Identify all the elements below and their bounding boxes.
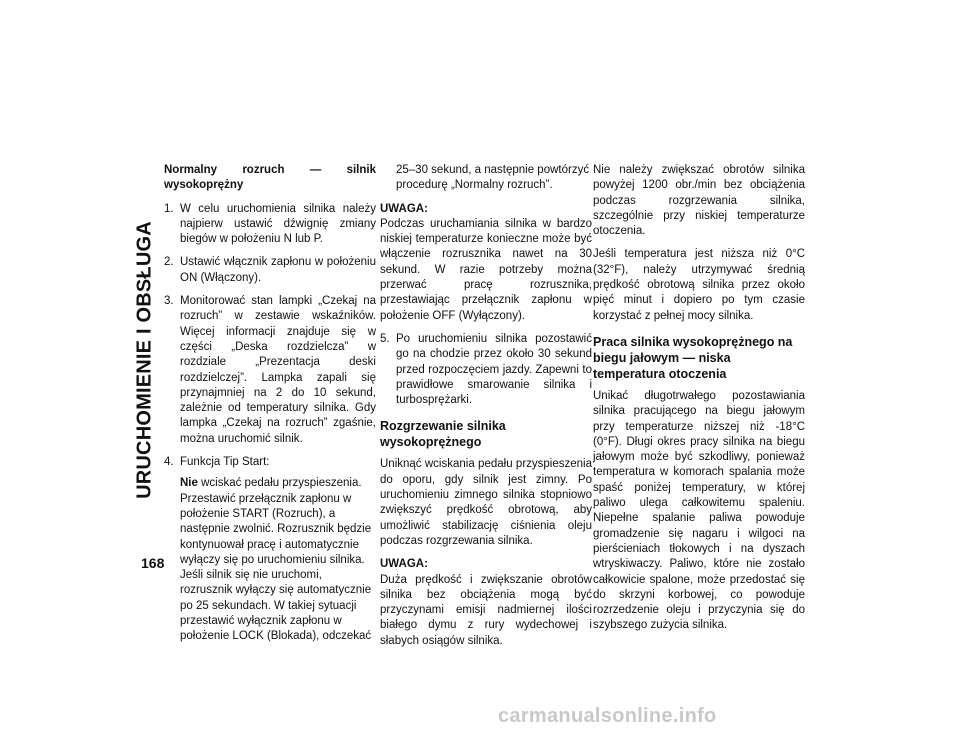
column-1 (164, 163, 376, 645)
note-label: UWAGA: (380, 202, 428, 215)
column-3 (593, 163, 805, 642)
tip-start-description: Nie wciskać pedału przyspieszenia. Przestawić przełącznik zapłonu w położenie START (Rozruch), a następnie zwolnić. Rozrusznik będzie kontynuował pracę i automatycznie wyłączy się po uruchomieniu silnika. Jeśli silnik się nie uruchomi, rozrusznik wyłączy się automatycznie po 25 sekundach. W takiej sytuacji przestawić wyłącznik zapłonu w położenie LOCK (Blokada), odczekać (180, 477, 372, 643)
list-item: 1. W celu uruchomienia silnika należy najpierw ustawić dźwignię zmiany biegów w położeniu N lub P. (164, 202, 376, 246)
section-heading-idle: Praca silnika wysokoprężnego na biegu jałowym — niska temperatura otoczenia (593, 334, 793, 381)
step-4-continuation: 25–30 sekund, a następnie powtórzyć procedurę „Normalny rozruch”. (396, 164, 590, 192)
idle-text: Unikać długotrwałego pozostawiania silnika pracującego na biegu jałowym przy temperaturze niższej niż -18°C (0°F). Długi okres pracy silnika na biegu jałowym może być szkodliwy, ponieważ temperatura w komorach spalania może spaść poniżej temperatury, w której paliwo ulega całkowitemu spaleniu. Niepełne spalanie paliwa powoduje gromadzenie się nagaru i wilgoci na pierścieniach tłokowych i na dyszach wtryskiwaczy. Paliwo, które nie zostało całkowicie spalone, może przedostać się do skrzyni korbowej, co powoduje rozrzedzenie oleju i przyczynia się do szybszego zużycia silnika. (593, 389, 805, 632)
chapter-title: URUCHOMIENIE I OBSŁUGA (133, 221, 156, 499)
page-number: 168 (141, 555, 165, 571)
list-item: 4. Funkcja Tip Start: (164, 456, 270, 469)
chapter-side-tab (135, 160, 155, 560)
section-heading-normal-start: Normalny rozruch — silnik wysokoprężny (164, 164, 376, 192)
column-2 (380, 163, 592, 657)
rpm-warning-text: Nie należy zwiększać obrotów silnika powyżej 1200 obr./min bez obciążenia podczas rozgrzewania silnika, szczególnie przy niskiej temperaturze otoczenia. (593, 164, 805, 238)
warmup-text: Uniknąć wciskania pedału przyspieszenia do oporu, gdy silnik jest zimny. Po uruchomieniu zimnego silnika stopniowo zwiększyć prędkość obrotową, aby umożliwić stabilizację ciśnienia oleju podczas rozgrzewania silnika. (380, 458, 592, 547)
list-item: 2. Ustawić włącznik zapłonu w położeniu ON (Włączony). (164, 256, 376, 284)
note-text: Podczas uruchamiania silnika w bardzo niskiej temperaturze konieczne może być włączenie rozrusznika nawet na 30 sekund. W razie potrzeby można przerwać pracę rozrusznika, przestawiając przełącznik zapłonu w położenie OFF (Wyłączony). (380, 217, 592, 322)
note-label: UWAGA: (380, 558, 428, 571)
watermark-footer: carmanualsonline.info (498, 705, 717, 727)
list-item: 5. Po uruchomieniu silnika pozostawić go na chodzie przez około 30 sekund przed rozpoczęciem jazdy. Zapewni to prawidłowe smarowanie silnika i turbosprężarki. (380, 332, 592, 407)
start-steps-list (164, 202, 376, 471)
cold-temperature-text: Jeśli temperatura jest niższa niż 0°C (32°F), należy utrzymywać średnią prędkość obrotową silnika przez około pięć minut i dopiero po tym czasie korzystać z pełnej mocy silnika. (593, 248, 805, 322)
note-text: Duża prędkość i zwiększanie obrotów silnika bez obciążenia mogą być przyczynami emisji nadmiernej ilości białego dymu z rury wydechowej i słabych osiągów silnika. (380, 573, 592, 647)
start-steps-list-cont (380, 332, 592, 408)
section-heading-warmup: Rozgrzewanie silnika wysokoprężnego (380, 419, 506, 450)
list-item: 3. Monitorować stan lampki „Czekaj na rozruch” w zestawie wskaźników. Więcej informacji znajduje się w części „Deska rozdzielcza” w rozdziale „Prezentacja deski rozdzielczej”. Lampka zapali się przynajmniej na 2 do 10 sekund, zależnie od temperatury silnika. Gdy lampka „Czekaj na rozruch” zgaśnie, można uruchomić silnik. (164, 295, 376, 445)
